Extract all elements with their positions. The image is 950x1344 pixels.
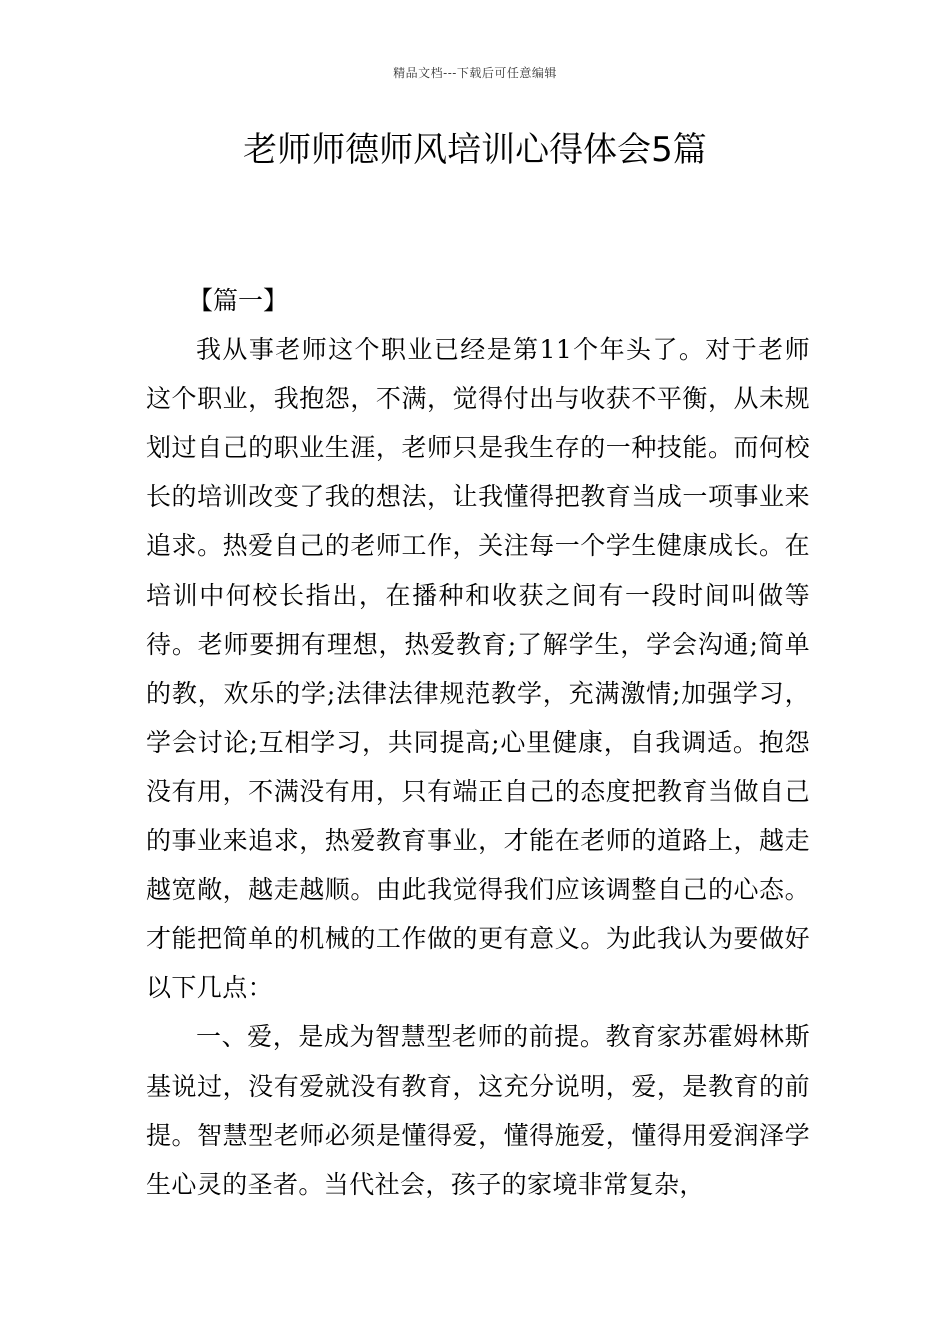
paragraph-2: 一、爱，是成为智慧型老师的前提。教育家苏霍姆林斯基说过，没有爱就没有教育，这充分说明，爱，是教育的前提。智慧型老师必须是懂得爱，懂得施爱，懂得用爱润泽学生心灵的圣者。当代社会，孩子的家境非常复杂， [146,1022,810,1199]
section-heading: 【篇一】 [188,286,289,315]
document-body [146,276,810,1209]
document-title: 老师师德师风培训心得体会5篇 [243,130,707,170]
header-note: 精品文档---下载后可任意编辑 [393,66,557,80]
paragraph-1: 我从事老师这个职业已经是第11个年头了。对于老师这个职业，我抱怨，不满，觉得付出与收获不平衡，从未规划过自己的职业生涯，老师只是我生存的一种技能。而何校长的培训改变了我的想法，让我懂得把教育当成一项事业来追求。热爱自己的老师工作，关注每一个学生健康成长。在培训中何校长指出，在播种和收获之间有一段时间叫做等待。老师要拥有理想，热爱教育;了解学生，学会沟通;简单的教，欢乐的学;法律法律规范教学，充满激情;加强学习，学会讨论;互相学习，共同提高;心里健康，自我调适。抱怨没有用，不满没有用，只有端正自己的态度把教育当做自己的事业来追求，热爱教育事业，才能在老师的道路上，越走越宽敞，越走越顺。由此我觉得我们应该调整自己的心态。才能把简单的机械的工作做的更有意义。为此我认为要做好以下几点： [146,335,810,1003]
